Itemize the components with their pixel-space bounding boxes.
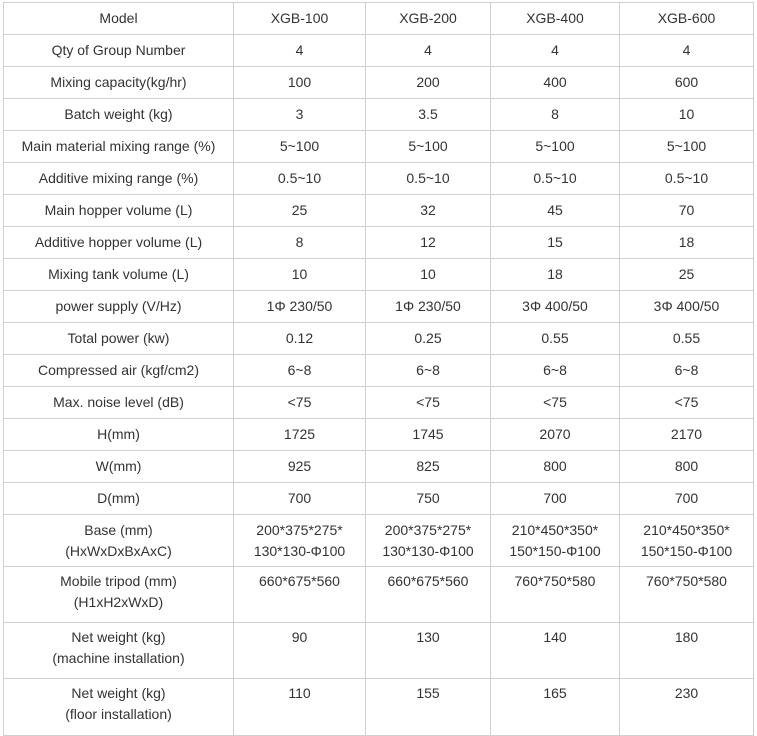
table-row	[4, 355, 754, 387]
value-cell	[366, 567, 491, 623]
row-label-cell-line: Max. noise level (dB)	[53, 394, 184, 410]
value-cell	[491, 99, 620, 131]
table-row	[4, 419, 754, 451]
table-row	[4, 387, 754, 419]
specification-table-body	[4, 3, 754, 736]
value-cell-line: 18	[547, 266, 563, 282]
value-cell-line: 750	[416, 490, 440, 506]
table-row	[4, 35, 754, 67]
row-label-cell-line: (H1xH2xWxD)	[73, 594, 164, 610]
row-label-cell	[4, 35, 234, 67]
value-cell-line: 4	[295, 42, 304, 58]
value-cell-line: 800	[674, 458, 699, 474]
value-cell	[234, 227, 366, 259]
table-row	[4, 451, 754, 483]
value-cell-line: 1Φ 230/50	[395, 298, 461, 314]
row-label-cell	[4, 451, 234, 483]
row-label-cell-line: (floor installation)	[65, 706, 172, 722]
value-cell-line: <75	[674, 394, 699, 410]
value-cell	[620, 67, 754, 99]
row-label-cell-line: Batch weight (kg)	[64, 106, 173, 122]
value-cell-line: 700	[287, 490, 312, 506]
row-label-cell	[4, 679, 234, 736]
value-cell	[234, 67, 366, 99]
row-label-cell	[4, 355, 234, 387]
row-label-cell	[4, 419, 234, 451]
row-label-cell	[4, 163, 234, 195]
value-cell-line: 8	[295, 234, 304, 250]
value-cell-line: 10	[678, 106, 695, 122]
row-label-cell-line: Main material mixing range (%)	[21, 138, 216, 154]
value-cell	[366, 483, 491, 515]
table-row	[4, 679, 754, 736]
row-label-cell-line: D(mm)	[97, 490, 140, 506]
specification-table	[3, 2, 754, 736]
value-cell	[620, 259, 754, 291]
value-cell	[491, 259, 620, 291]
value-cell	[491, 195, 620, 227]
value-cell	[366, 419, 491, 451]
header-cell-model: Model	[4, 3, 234, 35]
value-cell	[491, 419, 620, 451]
value-cell-line: <75	[287, 394, 312, 410]
row-label-cell-line: Total power (kw)	[67, 330, 170, 346]
value-cell-line: 660*675*560	[387, 573, 469, 589]
row-label-cell-line: Compressed air (kgf/cm2)	[37, 362, 200, 378]
table-row	[4, 291, 754, 323]
value-cell	[620, 227, 754, 259]
value-cell-line: 800	[543, 458, 567, 474]
row-label-cell	[4, 515, 234, 567]
value-cell-line: 760*750*580	[646, 573, 727, 589]
value-cell-line: 700	[674, 490, 699, 506]
value-cell	[491, 387, 620, 419]
row-label-cell-line: Mixing capacity(kg/hr)	[50, 74, 187, 90]
row-label-cell-line: Additive hopper volume (L)	[34, 234, 203, 250]
value-cell-line: 210*450*350*	[643, 521, 730, 538]
table-row	[4, 131, 754, 163]
value-cell	[366, 131, 491, 163]
row-label-cell	[4, 195, 234, 227]
row-label-cell-line: W(mm)	[95, 458, 142, 474]
value-cell	[620, 131, 754, 163]
value-cell-line: 600	[674, 74, 699, 90]
table-row	[4, 227, 754, 259]
value-cell-line: 3Φ 400/50	[522, 298, 588, 314]
value-cell	[620, 567, 754, 623]
row-label-cell	[4, 227, 234, 259]
value-cell	[491, 623, 620, 679]
value-cell	[366, 227, 491, 259]
row-label-cell-line: Base (mm)	[84, 521, 153, 538]
value-cell-line: 2070	[539, 426, 571, 442]
value-cell-line: 130	[416, 629, 440, 645]
value-cell-line: <75	[416, 394, 440, 410]
value-cell-line: 3	[295, 106, 304, 122]
table-row	[4, 195, 754, 227]
value-cell-line: 1745	[412, 426, 444, 442]
value-cell	[234, 419, 366, 451]
value-cell-line: 12	[420, 234, 436, 250]
value-cell-line: 10	[291, 266, 308, 282]
table-row	[4, 483, 754, 515]
value-cell	[620, 99, 754, 131]
value-cell-line: 5~100	[535, 138, 575, 154]
value-cell	[620, 623, 754, 679]
value-cell	[366, 291, 491, 323]
value-cell-line: 70	[678, 202, 695, 218]
value-cell-line: 200	[416, 74, 440, 90]
value-cell-line: 0.55	[672, 330, 701, 346]
value-cell	[234, 515, 366, 567]
value-cell-line: 25	[291, 202, 308, 218]
value-cell	[366, 623, 491, 679]
value-cell	[366, 387, 491, 419]
table-row	[4, 163, 754, 195]
value-cell-line: 180	[674, 629, 699, 645]
value-cell-line: 0.25	[414, 330, 442, 346]
value-cell-line: 18	[678, 234, 695, 250]
value-cell	[234, 623, 366, 679]
value-cell	[234, 99, 366, 131]
value-cell	[366, 67, 491, 99]
value-cell-line: 1725	[283, 426, 316, 442]
value-cell-line: 925	[287, 458, 312, 474]
row-label-cell-line: Main hopper volume (L)	[44, 202, 193, 218]
value-cell	[491, 163, 620, 195]
value-cell	[620, 163, 754, 195]
value-cell	[366, 323, 491, 355]
value-cell-line: 90	[291, 629, 308, 645]
value-cell-line: 15	[547, 234, 563, 250]
row-label-cell-line: (machine installation)	[52, 650, 185, 666]
value-cell	[491, 67, 620, 99]
table-row	[4, 623, 754, 679]
value-cell-line: 4	[424, 42, 432, 58]
value-cell-line: 200*375*275*	[384, 521, 472, 538]
table-row	[4, 259, 754, 291]
value-cell	[491, 451, 620, 483]
value-cell-line: 6~8	[674, 362, 699, 378]
value-cell	[366, 99, 491, 131]
value-cell-line: 2170	[670, 426, 703, 442]
value-cell-line: 140	[543, 629, 567, 645]
value-cell	[234, 291, 366, 323]
row-label-cell	[4, 567, 234, 623]
value-cell-line: 8	[551, 106, 559, 122]
value-cell-line: 32	[420, 202, 436, 218]
row-label-cell-line: Net weight (kg)	[71, 629, 166, 645]
row-label-cell-line: power supply (V/Hz)	[55, 298, 182, 314]
row-label-cell	[4, 291, 234, 323]
value-cell-line: 130*130-Φ100	[382, 542, 474, 559]
value-cell	[366, 195, 491, 227]
value-cell	[234, 679, 366, 736]
value-cell-line: 3Φ 400/50	[653, 298, 720, 314]
row-label-cell-line: Mixing tank volume (L)	[48, 266, 189, 282]
value-cell	[491, 355, 620, 387]
value-cell	[620, 679, 754, 736]
value-cell-line: 25	[678, 266, 695, 282]
header-cell-xgb-400: XGB-400	[491, 3, 620, 35]
table-row	[4, 67, 754, 99]
row-label-cell-line: (HxWxDxBxAxC)	[65, 542, 172, 559]
value-cell-line: 130*130-Φ100	[253, 542, 346, 559]
value-cell	[491, 131, 620, 163]
value-cell-line: 3.5	[418, 106, 438, 122]
value-cell	[491, 227, 620, 259]
value-cell-line: <75	[543, 394, 567, 410]
value-cell-line: 700	[543, 490, 567, 506]
row-label-cell	[4, 387, 234, 419]
row-label-cell-line: H(mm)	[97, 426, 140, 442]
row-label-cell	[4, 259, 234, 291]
value-cell	[491, 483, 620, 515]
value-cell	[366, 163, 491, 195]
value-cell-line: 4	[682, 42, 691, 58]
value-cell	[366, 35, 491, 67]
value-cell	[620, 35, 754, 67]
value-cell	[234, 483, 366, 515]
value-cell-line: 760*750*580	[514, 573, 596, 589]
value-cell	[620, 323, 754, 355]
value-cell	[620, 419, 754, 451]
table-row	[4, 99, 754, 131]
row-label-cell-line: Net weight (kg)	[71, 685, 166, 701]
value-cell-line: 0.12	[285, 330, 314, 346]
row-label-cell	[4, 131, 234, 163]
value-cell-line: 230	[674, 685, 699, 701]
value-cell	[491, 35, 620, 67]
header-cell-xgb-200: XGB-200	[366, 3, 491, 35]
value-cell-line: 200*375*275*	[256, 521, 343, 538]
value-cell-line: 155	[416, 685, 440, 701]
value-cell	[234, 323, 366, 355]
value-cell	[366, 679, 491, 736]
row-label-cell-line: Mobile tripod (mm)	[60, 573, 177, 589]
value-cell	[234, 567, 366, 623]
value-cell-line: 400	[543, 74, 567, 90]
value-cell	[620, 515, 754, 567]
value-cell	[234, 131, 366, 163]
value-cell	[234, 259, 366, 291]
row-label-cell	[4, 323, 234, 355]
value-cell	[491, 679, 620, 736]
value-cell-line: 210*450*350*	[511, 521, 599, 538]
value-cell-line: 150*150-Φ100	[509, 542, 601, 559]
value-cell-line: 6~8	[287, 362, 312, 378]
value-cell	[620, 483, 754, 515]
table-row	[4, 567, 754, 623]
value-cell-line: 0.5~10	[406, 170, 450, 186]
row-label-cell	[4, 623, 234, 679]
value-cell	[620, 355, 754, 387]
value-cell-line: 5~100	[408, 138, 448, 154]
value-cell-line: 6~8	[543, 362, 567, 378]
value-cell-line: 10	[420, 266, 436, 282]
value-cell-line: 5~100	[279, 138, 320, 154]
header-cell-xgb-100: XGB-100	[234, 3, 366, 35]
value-cell-line: 1Φ 230/50	[266, 298, 333, 314]
value-cell-line: 660*675*560	[259, 573, 340, 589]
value-cell	[234, 387, 366, 419]
row-label-cell	[4, 99, 234, 131]
value-cell	[234, 195, 366, 227]
value-cell-line: 150*150-Φ100	[640, 542, 733, 559]
value-cell	[366, 355, 491, 387]
value-cell-line: 0.5~10	[664, 170, 709, 186]
row-label-cell-line: Additive mixing range (%)	[38, 170, 199, 186]
value-cell-line: 165	[543, 685, 567, 701]
value-cell	[620, 291, 754, 323]
value-cell-line: 0.5~10	[277, 170, 322, 186]
value-cell-line: 825	[416, 458, 440, 474]
value-cell	[366, 515, 491, 567]
value-cell-line: 100	[287, 74, 312, 90]
table-row	[4, 515, 754, 567]
value-cell	[491, 291, 620, 323]
header-cell-xgb-600: XGB-600	[620, 3, 754, 35]
table-row	[4, 323, 754, 355]
value-cell-line: 0.5~10	[533, 170, 577, 186]
value-cell	[491, 323, 620, 355]
value-cell	[620, 387, 754, 419]
value-cell	[234, 163, 366, 195]
value-cell-line: 45	[547, 202, 563, 218]
header-row	[4, 3, 754, 35]
row-label-cell-line: Qty of Group Number	[51, 42, 186, 58]
value-cell	[366, 451, 491, 483]
value-cell-line: 5~100	[666, 138, 707, 154]
value-cell	[234, 451, 366, 483]
value-cell	[234, 35, 366, 67]
value-cell	[620, 451, 754, 483]
row-label-cell	[4, 483, 234, 515]
value-cell	[491, 567, 620, 623]
row-label-cell	[4, 67, 234, 99]
value-cell	[491, 515, 620, 567]
value-cell-line: 4	[551, 42, 559, 58]
value-cell	[234, 355, 366, 387]
value-cell	[620, 195, 754, 227]
value-cell-line: 110	[288, 685, 311, 701]
value-cell-line: 6~8	[416, 362, 440, 378]
value-cell	[366, 259, 491, 291]
value-cell-line: 0.55	[541, 330, 569, 346]
